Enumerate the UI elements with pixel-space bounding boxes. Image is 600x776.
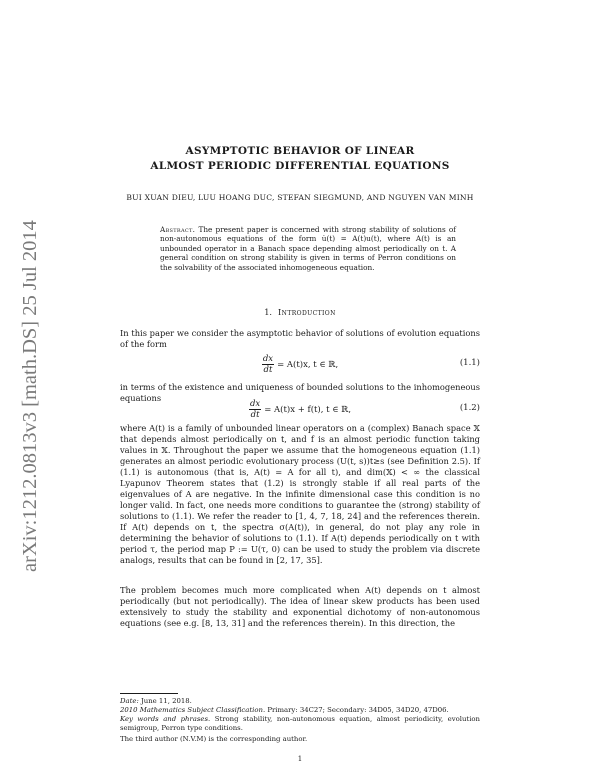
paragraph-inhomogeneous: in terms of the existence and uniqueness of bounded solutions to the inhomogeneous equations xyxy=(120,382,480,403)
keywords-value: Strong stability, non-autonomous equation, almost periodicity, evolution semigroup, Perron type conditions. xyxy=(120,715,480,732)
eq2-fraction xyxy=(249,399,261,420)
paragraph-main: where A(t) is a family of unbounded linear operators on a (complex) Banach space 𝕏 that depends almost periodically on t, and f is an almost periodic function taking values in 𝕏. Throughout the paper we assume that the homogeneous equation (1.1) generates an almost periodic evolutionary process (U(t, s))t≥s (see Definition 2.5). If (1.1) is autonomous (that is, A(t) = A for all t), and dim(𝕏) < ∞ the classical Lyapunov Theorem states that (1.2) is strongly stable if all real parts of the eigenvalues of A are negative. In the infinite dimensional case this condition is no longer valid. In fact, one needs more conditions to guarantee the (strong) stability of solutions to (1.1). We refer the reader to [1, 4, 7, 18, 24] and the references therein. If A(t) depends on t, the spectra σ(A(t)), in general, do not play any role in determining the behavior of solutions to (1.1). If A(t) depends periodically on t with period τ, the period map P := U(τ, 0) can be used to study the problem via discrete analogs, results that can be found in [2, 17, 35]. xyxy=(120,423,480,565)
equation-1-2 xyxy=(120,395,480,421)
eq2-tag: (1.2) xyxy=(459,403,480,413)
footnote-corresponding: The third author (N.V.M) is the corresponding author. xyxy=(120,735,308,743)
date-label: Date: xyxy=(120,697,139,705)
paragraph-complicated: The problem becomes much more complicated when A(t) depends on t almost periodically (but not periodically). The idea of linear skew products has been used extensively to study the stability and exponential dichotomy of non-autonomous equations (see e.g. [8, 13, 31] and the references therein). In this direction, the xyxy=(120,585,480,628)
author-list: BUI XUAN DIEU, LUU HOANG DUC, STEFAN SIEGMUND, AND NGUYEN VAN MINH xyxy=(126,193,474,202)
eq2-rhs: = A(t)x + f(t), t ∈ ℝ, xyxy=(264,404,352,415)
msc-value: Primary: 34C27; Secondary: 34D05, 34D20, 47D06. xyxy=(267,706,449,714)
footnote-date xyxy=(120,697,480,706)
eq1-denominator: dt xyxy=(263,365,273,375)
arxiv-stamp-text: arXiv:1212.0813v3 [math.DS] 25 Jul 2014 xyxy=(19,220,41,572)
keywords-label: Key words and phrases. xyxy=(120,715,211,723)
abstract xyxy=(160,225,456,272)
eq1-rhs: = A(t)x, t ∈ ℝ, xyxy=(277,359,339,370)
eq1-tag: (1.1) xyxy=(459,358,480,368)
equation-1-1 xyxy=(120,350,480,376)
page-number: 1 xyxy=(297,755,303,763)
eq1-numerator: dx xyxy=(262,354,274,364)
eq2-denominator: dt xyxy=(250,410,260,420)
paper-title-line2: ALMOST PERIODIC DIFFERENTIAL EQUATIONS xyxy=(150,160,450,172)
section-number: 1. xyxy=(264,307,273,317)
abstract-text: The present paper is concerned with strong stability of solutions of non-autonomous equations of the form u̇(t) = A(t)u(t), where A(t) is an unbounded operator in a Banach space depending almost periodically on t. A general condition on strong stability is given in terms of Perron conditions on the solvability of the associated inhomogeneous equation. xyxy=(160,225,456,272)
footnote-rule xyxy=(120,693,178,694)
date-value: June 11, 2018. xyxy=(141,697,192,705)
eq1-fraction xyxy=(262,354,274,375)
section-title: Introduction xyxy=(278,307,336,317)
paragraph-intro: In this paper we consider the asymptotic behavior of solutions of evolution equations of the form xyxy=(120,328,480,349)
section-heading xyxy=(0,307,600,317)
footnote-msc xyxy=(120,706,480,715)
footnote-keywords xyxy=(120,715,480,733)
paper-title-line1: ASYMPTOTIC BEHAVIOR OF LINEAR xyxy=(185,145,415,157)
msc-label: 2010 Mathematics Subject Classification. xyxy=(120,706,266,714)
abstract-label: Abstract. xyxy=(160,225,196,234)
eq2-numerator: dx xyxy=(249,399,261,409)
arxiv-stamp xyxy=(6,182,46,572)
